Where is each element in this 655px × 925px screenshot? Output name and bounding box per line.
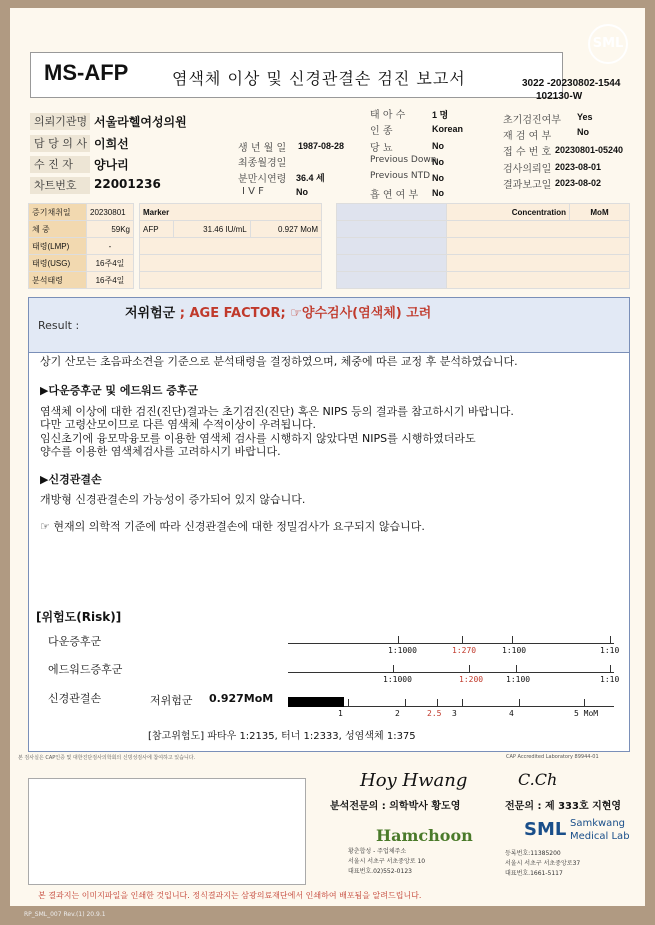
down-edwards-title: ▶다운증후군 및 에드워드 증후군 (40, 384, 199, 397)
ntd-mom-value: 0.927MoM (209, 692, 274, 705)
result-headline (125, 302, 431, 321)
ntd-scale-tick-label: 2 (395, 709, 400, 718)
footer-note: 본 결과지는 이미지파일을 인쇄한 것입니다. 정식결과지는 삼광의료재단에서 인쇄하여 배포됨을 알려드립니다. (38, 891, 422, 900)
ntd-title: ▶신경관결손 (40, 473, 102, 486)
retest-label: 재 검 여 부 (503, 131, 552, 142)
edwards-label: 에드워드증후군 (48, 663, 123, 676)
ntd-scale-tick-label: 1 (338, 709, 343, 718)
lmp-label: 최종월경일 (238, 158, 287, 169)
fetus-value: 1 명 (432, 110, 449, 120)
concentration-table (336, 203, 630, 289)
collect-label: 증기채취일 (29, 204, 87, 221)
edwards-scale-tick-label: 1:10 (600, 675, 620, 684)
analyst-signature: Hoy Hwang (360, 770, 468, 791)
form-id: RP_SML_007 Rev.(1) 20.9.1 (24, 911, 106, 918)
hamchoon-logo: Hamchoon (376, 826, 473, 845)
ntd-risk-group: 저위험군 (150, 694, 193, 707)
sml-logo: SML (588, 24, 628, 64)
edwards-scale-tick-label: 1:100 (506, 675, 531, 684)
first-exam-label: 초기검진여부 (503, 115, 561, 126)
empty-cell (337, 238, 447, 255)
smoking-value: No (432, 188, 444, 198)
empty-cell (337, 255, 447, 272)
down-edwards-line: 임신초기에 융모막융모를 이용한 염색체 검사를 시행하지 않았다면 NIPS를 시행하였더라도 (40, 432, 476, 445)
chart-no-value: 22001236 (94, 177, 161, 191)
request-date-label: 검사의뢰일 (503, 164, 552, 175)
right-address: 대표번호.1661-5117 (505, 870, 563, 877)
empty-cell (447, 221, 630, 238)
doctor-value: 이희선 (94, 137, 129, 151)
down-scale-tick-label: 1:100 (502, 646, 527, 655)
prev-down-label: Previous Down (370, 155, 437, 165)
ntd-scale-tick (405, 699, 406, 706)
blank-note-box (28, 778, 306, 885)
ntd-scale-tick (348, 699, 349, 706)
analyst-name: 분석전문의 : 의학박사 황도영 (330, 801, 461, 812)
marker-name: AFP (140, 221, 174, 238)
right-address: 서울시 서초구 서초중앙로37 (505, 860, 581, 867)
down-scale-tick (398, 636, 399, 643)
prev-ntd-label: Previous NTD (370, 171, 431, 181)
risk-group: 저위험군 (125, 306, 176, 321)
weight-value: 59Kg (87, 221, 134, 238)
marker-mom: 0.927 MoM (250, 221, 321, 238)
birth-value: 1987-08-28 (298, 141, 345, 151)
test-code: MS-AFP (44, 60, 129, 85)
reference-risk: [참고위험도] 파타우 1:2135, 터너 1:2333, 성염색체 1:375 (148, 731, 416, 742)
analysis-ga-label: 분석태령 (29, 272, 87, 289)
down-scale-tick (462, 636, 463, 643)
examinee-value: 양나리 (94, 158, 129, 172)
cap-accreditation: CAP Accredited Laboratory 89944-01 (506, 754, 599, 760)
ntd-line: 개방형 신경관결손의 가능성이 증가되어 있지 않습니다. (40, 493, 306, 506)
down-edwards-line: 염색체 이상에 대한 검진(진단)결과는 초기검진(진단) 혹은 NIPS 등의 결과를 참고하시기 바랍니다. (40, 405, 514, 418)
fetus-label: 태 아 수 (370, 110, 406, 121)
ntd-recommendation: ☞ 현재의 의학적 기준에 따라 신경관결손에 대한 정밀검사가 요구되지 않습니다. (40, 520, 425, 533)
sample-table (28, 203, 134, 289)
report-title: 염색체 이상 및 신경관결손 검진 보고서 (172, 69, 466, 88)
concentration-header: Concentration (447, 204, 570, 221)
empty-cell (447, 272, 630, 289)
collect-value: 20230801 (87, 204, 134, 221)
medical-lab-name: Medical Lab (570, 831, 630, 842)
mom-header: MoM (570, 204, 630, 221)
doctor-label: 담 당 의 사 (30, 135, 90, 152)
edwards-scale-tick (393, 665, 394, 672)
sml-lab-logo: SML (524, 819, 567, 840)
empty-row (140, 238, 322, 255)
empty-row (140, 255, 322, 272)
ntd-scale-tick-label: 3 (452, 709, 457, 718)
empty-row (140, 272, 322, 289)
chart-no-label: 차트번호 (30, 177, 90, 194)
age-factor: ; AGE FACTOR; (179, 306, 286, 321)
result-intro: 상기 산모는 초음파소견을 기준으로 분석태령을 결정하였으며, 체중에 따른 교정 후 분석하였습니다. (40, 355, 518, 368)
edwards-scale-tick (469, 665, 470, 672)
ntd-scale-tick (519, 699, 520, 706)
down-scale-tick-label: 1:10 (600, 646, 620, 655)
ntd-scale-tick (584, 699, 585, 706)
ntd-risk-label: 신경관결손 (48, 692, 102, 705)
marker-concentration: 31.46 IU/mL (174, 221, 251, 238)
empty-cell (447, 255, 630, 272)
prev-down-value: No (432, 157, 444, 167)
down-scale-tick (610, 636, 611, 643)
delivery-age-label: 분만시연령 (238, 174, 287, 185)
ntd-scale-tick (437, 699, 438, 706)
retest-value: No (577, 127, 589, 137)
down-scale-line (288, 643, 614, 644)
ntd-scale-tick-label: 2.5 (427, 709, 442, 718)
risk-title: [위험도(Risk)] (36, 610, 122, 624)
down-scale-tick-label: 1:270 (452, 646, 477, 655)
receipt-label: 접 수 번 호 (503, 147, 552, 158)
edwards-scale-tick (610, 665, 611, 672)
ntd-scale-tick-label: 4 (509, 709, 514, 718)
report-id-1: 3022 -20230802-1544 (522, 78, 621, 89)
weight-label: 체 중 (29, 221, 87, 238)
ntd-mom-bar (288, 697, 344, 707)
edwards-scale-tick-label: 1:200 (459, 675, 484, 684)
prev-ntd-value: No (432, 173, 444, 183)
result-date-value: 2023-08-02 (555, 178, 602, 188)
down-scale-tick-label: 1:1000 (388, 646, 417, 655)
first-exam-value: Yes (577, 112, 593, 122)
cap-note: 본 검사실은 CAP인증 및 대한진단검사의학회의 신빙성검사에 참여하고 있습니다. (18, 755, 196, 761)
lmp-ga-label: 태령(LMP) (29, 238, 87, 255)
down-label: 다운증후군 (48, 635, 102, 648)
receipt-value: 20230801-05240 (555, 145, 624, 155)
down-edwards-line: 양수를 이용한 염색체검사를 고려하시기 바랍니다. (40, 445, 281, 458)
edwards-scale-line (288, 672, 614, 673)
edwards-scale-tick (516, 665, 517, 672)
left-address: 황춘합성 - 주업체주소 (348, 848, 407, 855)
ntd-scale-tick (462, 699, 463, 706)
usg-ga-value: 16주4일 (87, 255, 134, 272)
analysis-ga-value: 16주4일 (87, 272, 134, 289)
usg-ga-label: 태령(USG) (29, 255, 87, 272)
empty-cell (447, 238, 630, 255)
diabetes-value: No (432, 141, 444, 151)
result-label: Result : (38, 319, 80, 332)
edwards-scale-tick-label: 1:1000 (383, 675, 412, 684)
marker-header: Marker (140, 204, 322, 221)
race-value: Korean (432, 124, 464, 134)
race-label: 인 종 (370, 126, 393, 137)
institution-label: 의뢰기관명 (30, 113, 90, 130)
samkwang-name: Samkwang (570, 818, 625, 829)
left-address: 서울시 서초구 서초중앙로 10 (348, 858, 426, 865)
examinee-label: 수 진 자 (30, 156, 90, 173)
result-date-label: 결과보고일 (503, 180, 552, 191)
ntd-scale-tick-label: 5 MoM (574, 709, 599, 718)
empty-cell (337, 221, 447, 238)
request-date-value: 2023-08-01 (555, 162, 602, 172)
ivf-value: No (296, 187, 308, 197)
smoking-label: 흡 연 여 부 (370, 190, 419, 201)
specialist-signature: C.Ch (518, 770, 558, 789)
empty-cell (337, 272, 447, 289)
marker-table (139, 203, 322, 289)
ivf-label: I V F (242, 186, 264, 197)
specialist-name: 전문의 : 제 333호 지현영 (505, 801, 622, 812)
diabetes-label: 당 뇨 (370, 143, 393, 154)
down-scale-tick (512, 636, 513, 643)
report-id-2: 102130-W (536, 91, 583, 102)
delivery-age-value: 36.4 세 (296, 173, 325, 183)
down-edwards-line: 다만 고령산모이므로 다른 염색체 수적이상이 우려됩니다. (40, 418, 317, 431)
institution-value: 서울라헬여성의원 (94, 115, 187, 129)
empty-cell (337, 204, 447, 221)
lmp-ga-value: - (87, 238, 134, 255)
left-address: 대표번호.02)552-0123 (348, 868, 412, 875)
birth-label: 생 년 월 일 (238, 143, 287, 154)
amnio-recommendation: ☞양수검사(염색체) 고려 (290, 306, 432, 321)
right-address: 등록번호:11385200 (505, 850, 561, 857)
